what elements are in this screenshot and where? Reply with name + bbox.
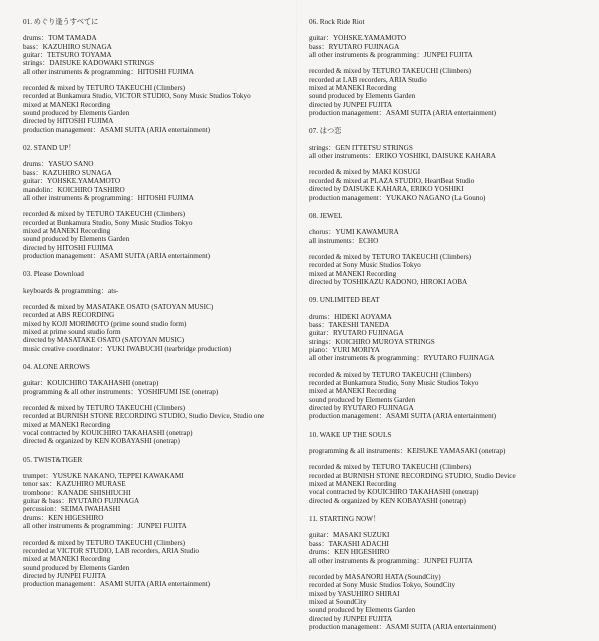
production-credits (23, 539, 285, 589)
credit-line: tenor sax：KAZUHIRO MURASE (23, 480, 126, 489)
credit-line: recorded at Bunkamura Studio, Sony Music Studios Tokyo (309, 379, 479, 387)
credit-line: piano：YURI MORIYA (309, 345, 380, 354)
page-gutter (296, 0, 297, 601)
credit-line: strings：GEN ITTETSU STRINGS (309, 143, 413, 152)
track-title: 05. TWIST&TIGER (23, 455, 83, 464)
credit-line: bass：TAKASHI ADACHI (309, 539, 389, 548)
credit-line: recorded at BURNISH STONE RECORDING STUDIO, Studio Device, Studio one (23, 412, 265, 421)
credit-line: strings：KOICHIRO MUROYA STRINGS (309, 337, 435, 346)
credit-line: bass：RYUTARO FUJINAGA (309, 42, 400, 51)
credit-line: directed by HITOSHI FUJIMA (23, 243, 114, 252)
credit-line: programming & all instruments：KEISUKE YAMASAKI (onetrap) (309, 447, 506, 456)
credit-line: vocal contracted by KOUICHIRO TAKAHASHI (onetrap) (23, 429, 193, 438)
credit-line: mixed at MANEKI Recording (309, 84, 397, 93)
track-credit-block (309, 296, 589, 420)
credit-line: directed by JUNPEI FUJITA (23, 571, 107, 580)
track-credit-block (309, 18, 589, 117)
credit-line: mandolin：KOICHIRO TASHIRO (23, 185, 125, 194)
credit-line: production management：ASAMI SUITA (ARIA entertainment) (309, 412, 497, 421)
credit-line: directed by HITOSHI FUJIMA (23, 117, 114, 126)
credit-line: mixed by KOJI MORIMOTO (prime sound studio form) (23, 319, 187, 328)
credit-line: directed & organized by KEN KOBAYASHI (onetrap) (309, 496, 466, 505)
credit-line: directed by JUNPEI FUJITA (309, 614, 393, 623)
credit-line: production management：ASAMI SUITA (ARIA entertainment) (23, 580, 211, 589)
track-credit-block (23, 144, 285, 260)
credit-line: recorded & mixed by TETURO TAKEUCHI (Climbers) (309, 252, 472, 261)
credit-line: recorded & mixed by TETURO TAKEUCHI (Climbers) (309, 463, 472, 472)
performer-credits (23, 379, 285, 396)
credit-line: strings：DAISUKE KADOWAKI STRINGS (23, 59, 154, 68)
credit-line: sound produced by Elements Garden (309, 606, 416, 615)
credits-column-right (309, 18, 589, 641)
track-title: 04. ALONE ARROWS (23, 363, 90, 371)
credit-line: chorus：YUMI KAWAMURA (309, 228, 399, 237)
track-title: 03. Please Download (23, 270, 84, 279)
credit-line: guitar：YOHSKE.YAMAMOTO (309, 34, 407, 43)
credit-line: recorded & mixed by MASATAKE OSATO (SATOYAN MUSIC) (23, 302, 214, 311)
credit-line: recorded at LAB recorders, ARIA Studio (309, 75, 427, 84)
credit-line: music creative coordinator：YUKI IWABUCHI (tearbridge production) (23, 344, 232, 353)
credit-line: mixed at prime sound studio form (23, 327, 121, 336)
credit-line: production management：ASAMI SUITA (ARIA entertainment) (23, 251, 211, 260)
credit-line: mixed at MANEKI Recording (23, 226, 111, 235)
credit-line: bass：KAZUHIRO SUNAGA (23, 42, 112, 51)
credit-line: recorded & mixed by TETURO TAKEUCHI (Climbers) (309, 67, 472, 76)
credit-line: mixed at MANEKI Recording (23, 555, 111, 564)
credit-line: production management：YUKAKO NAGANO (La Gouno) (309, 193, 486, 202)
credit-line: recorded at Bunkamura Studio, VICTOR STUDIO, Sony Music Studios Tokyo (23, 92, 251, 101)
credit-line: production management：ASAMI SUITA (ARIA entertainment) (309, 622, 497, 631)
track-credit-block (309, 515, 589, 631)
credit-line: percussion：SEIMA IWAHASHI (23, 505, 121, 514)
performer-credits (309, 144, 589, 161)
credit-line: directed by DAISUKE KAHARA, ERIKO YOSHIKI (309, 185, 464, 194)
track-credit-block (309, 127, 589, 201)
credit-line: sound produced by Elements Garden (309, 395, 416, 404)
credits-column-left (23, 18, 285, 599)
credit-line: drums：KEN HIGESHIRO (309, 548, 390, 557)
credit-line: recorded at Bunkamura Studio, Sony Music Studios Tokyo (23, 218, 193, 227)
track-credit-block (309, 431, 589, 505)
credit-line: bass：KAZUHIRO SUNAGA (23, 168, 112, 177)
performer-credits (309, 313, 589, 363)
performer-credits (309, 34, 589, 59)
credit-line: all other instruments：ERIKO YOSHIKI, DAISUKE KAHARA (309, 152, 496, 161)
credit-line: recorded & mixed by TETURO TAKEUCHI (Climbers) (309, 370, 472, 379)
credit-line: guitar：MASAKI SUZUKI (309, 531, 390, 540)
credit-line: recorded & mixed by TETURO TAKEUCHI (Climbers) (23, 538, 186, 547)
track-credit-block (23, 18, 285, 134)
credit-line: sound produced by Elements Garden (23, 109, 130, 118)
credit-line: all other instruments & programming：JUNPEI FUJITA (309, 51, 473, 60)
production-credits (309, 573, 589, 631)
credit-line: bass：TAKESHI TANEDA (309, 320, 390, 329)
credit-line: guitar：YOHSKE.YAMAMOTO (23, 177, 121, 186)
performer-credits (23, 472, 285, 530)
credit-line: mixed at MANEKI Recording (23, 420, 111, 429)
credit-line: vocal contracted by KOUICHIRO TAKAHASHI (onetrap) (309, 488, 479, 497)
credit-line: all instruments：ECHO (309, 236, 379, 245)
track-title: 09. UNLIMITED BEAT (309, 296, 380, 305)
track-credit-block (23, 270, 285, 353)
credit-line: recorded by MASANORI HATA (SoundCity) (309, 572, 441, 581)
credit-line: recorded at VICTOR STUDIO, LAB recorders, ARIA Studio (23, 546, 200, 555)
performer-credits (309, 228, 589, 245)
credit-line: recorded & mixed by TETURO TAKEUCHI (Climbers) (23, 84, 186, 93)
credit-line: guitar：TETSURO TOYAMA (23, 51, 112, 60)
track-title: 08. JEWEL (309, 211, 343, 220)
performer-credits (309, 531, 589, 564)
credit-line: all other instruments & programming：HITOSHI FUJIMA (23, 193, 194, 202)
credit-line: mixed at MANEKI Recording (309, 480, 397, 489)
production-credits (23, 84, 285, 134)
credit-line: recorded & mixed by MAKI KOSUGI (309, 168, 421, 177)
credit-line: directed by JUNPEI FUJITA (309, 100, 393, 109)
performer-credits (309, 447, 589, 455)
credit-line: directed & organized by KEN KOBAYASHI (onetrap) (23, 437, 180, 446)
credit-line: all other instruments & programming：RYUTARO FUJINAGA (309, 354, 495, 363)
credit-line: drums：YASUO SANO (23, 160, 94, 169)
track-title: 11. STARTING NOW！ (309, 515, 381, 524)
credit-line: all other instruments & programming：JUNPEI FUJITA (23, 522, 187, 531)
credit-line: production management：ASAMI SUITA (ARIA entertainment) (309, 109, 497, 118)
credit-line: drums：HIDEKI AOYAMA (309, 312, 392, 321)
credit-line: directed by RYUTARO FUJINAGA (309, 404, 414, 413)
credit-line: mixed at SoundCity (309, 597, 367, 606)
production-credits (309, 371, 589, 421)
credit-line: guitar：KOUICHIRO TAKAHASHI (onetrap) (23, 379, 159, 388)
credit-line: recorded at BURNISH STONE RECORDING STUDIO, Studio Device (309, 471, 516, 480)
credit-line: sound produced by Elements Garden (309, 92, 416, 101)
credit-line: recorded & mixed by TETURO TAKEUCHI (Climbers) (23, 404, 186, 413)
credit-line: all other instruments & programming：JUNPEI FUJITA (309, 556, 473, 565)
production-credits (23, 210, 285, 260)
credit-line: keyboards & programming：ats- (23, 286, 119, 295)
track-title: 02. STAND UP！ (23, 144, 76, 153)
credit-line: directed by TOSHIKAZU KADONO, HIROKI AOBA (309, 277, 468, 286)
credit-line: recorded & mixed by TETURO TAKEUCHI (Climbers) (23, 210, 186, 219)
production-credits (309, 253, 589, 286)
production-credits (309, 463, 589, 505)
performer-credits (23, 287, 285, 295)
production-credits (309, 168, 589, 201)
performer-credits (23, 160, 285, 202)
track-title: 06. Rock Ride Riot (309, 18, 365, 26)
credit-line: trumpet：YUSUKE NAKANO, TEPPEI KAWAKAMI (23, 472, 184, 481)
production-credits (23, 404, 285, 446)
credit-line: recorded at ABS RECORDING (23, 311, 115, 320)
credit-line: sound produced by Elements Garden (23, 563, 130, 572)
credit-line: recorded at Sony Music Studios Tokyo, SoundCity (309, 581, 456, 590)
credit-line: all other instruments & programming：HITOSHI FUJIMA (23, 67, 194, 76)
credit-line: programming & all other instruments：YOSHIFUMI ISE (onetrap) (23, 387, 219, 396)
production-credits (23, 303, 285, 353)
track-title: 01. めぐり逢うすべてに (23, 18, 99, 26)
track-credit-block (23, 363, 285, 446)
production-credits (309, 67, 589, 117)
credit-line: guitar & bass：RYUTARO FUJINAGA (23, 497, 140, 506)
performer-credits (23, 34, 285, 76)
credit-line: production management：ASAMI SUITA (ARIA entertainment) (23, 125, 211, 134)
credit-line: mixed at MANEKI Recording (309, 387, 397, 396)
credit-line: drums：TOM TAMADA (23, 34, 97, 43)
track-title: 07. はつ恋 (309, 127, 342, 136)
track-credit-block (309, 212, 589, 286)
credit-line: guitar：RYUTARO FUJINAGA (309, 329, 404, 338)
track-credit-block (23, 456, 285, 589)
track-title: 10. WAKE UP THE SOULS (309, 430, 392, 439)
credit-line: directed by MASATAKE OSATO (SATOYAN MUSIC) (23, 336, 185, 345)
credit-line: mixed at MANEKI Recording (309, 269, 397, 278)
credit-line: sound produced by Elements Garden (23, 235, 130, 244)
credit-line: trombone：KANADE SHISHIUCHI (23, 488, 131, 497)
credit-line: drums：KEN HIGESHIRO (23, 513, 104, 522)
credit-line: mixed by YASUHIRO SHIRAI (309, 589, 400, 598)
credit-line: recorded at Sony Music Studios Tokyo (309, 261, 421, 270)
credit-line: mixed at MANEKI Recording (23, 100, 111, 109)
credit-line: recorded & mixed at PLAZA STUDIO, HeartBeat Studio (309, 176, 475, 185)
